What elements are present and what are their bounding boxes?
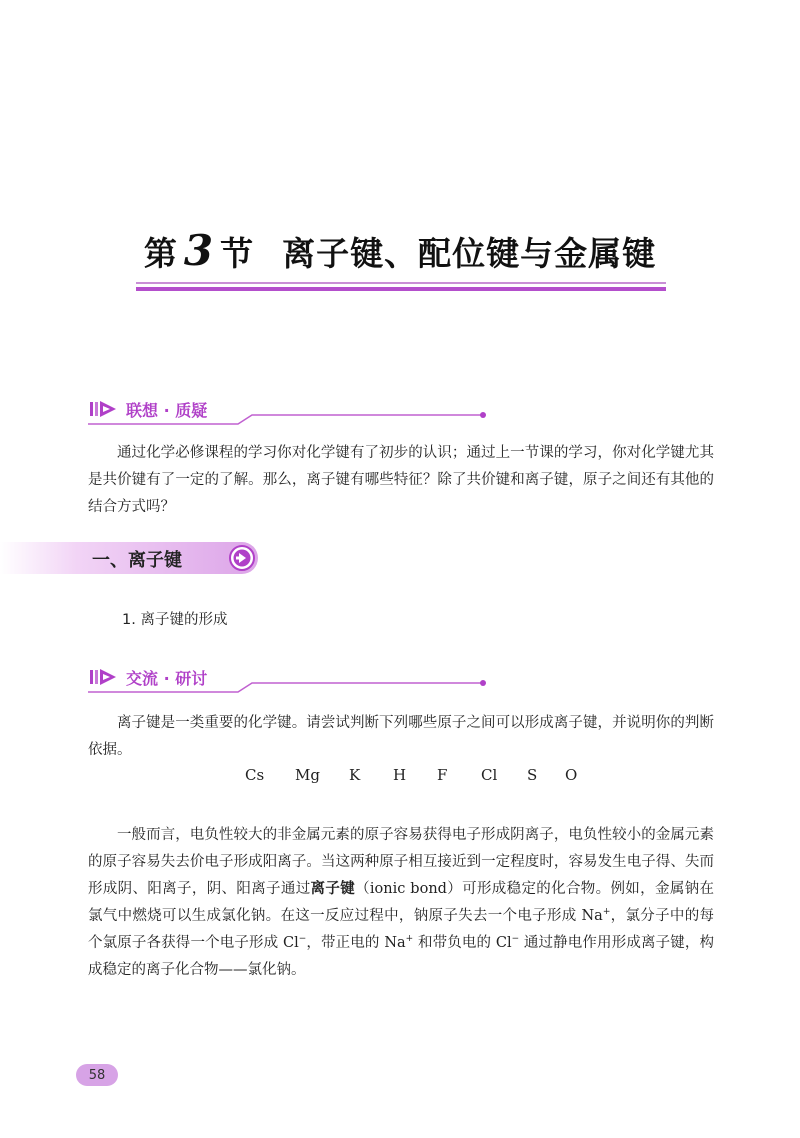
text-segment: 通过静电作用形成离子键，构成稳定的离子化合物——氯化钠。 [88,935,714,978]
association-text: 通过化学必修课程的学习你对化学键有了初步的认识；通过上一节课的学习，你对化学键尤其是共价键有了一定的了解。那么，离子键有哪些特征？除了共价键和离子键，原子之间还有其他的结合方式吗？ [88,445,714,515]
charge-superscript: + [602,907,611,918]
title-rule-thin [136,282,666,284]
element-symbol: O [565,766,578,784]
text-segment: 一般而言，电负性较大的非金属元素的原子容易获得电子形成阴离子，电负性较小的金属元素的原子容易失去价电子形成阳离子。当这两种原子相互接近到一定程度时，容易发生电子得、失而形成阴、阳离子，阴、阳离子通过 [88,827,714,897]
element-list [245,766,585,784]
chapter-prefix: 第 [143,234,178,273]
chapter-number: 3 [183,226,215,275]
heading-underline [88,412,488,426]
text-segment: ，氯分子中的每个氯原子各获得一个电子形成 Cl [88,908,714,951]
element-symbol: Cs [245,766,265,784]
arrow-right-circle-icon [229,545,255,571]
box-heading-label: 联想 · 质疑 [126,400,208,420]
element-symbol: H [393,766,407,784]
chapter-title [0,226,800,275]
element-symbol: Mg [295,766,320,784]
text-segment: 和带负电的 Cl [413,935,512,951]
discussion-text: 离子键是一类重要的化学键。请尝试判断下列哪些原子之间可以形成离子键，并说明你的判断依据。 [88,715,714,758]
charge-superscript: − [298,934,307,945]
heading-underline [88,680,488,694]
element-symbol: S [527,766,538,784]
subsection-title: 1. 离子键的形成 [122,612,228,628]
title-rule-thick [136,287,666,291]
chapter-name: 离子键、配位键与金属键 [282,234,657,273]
box-heading-label: 交流 · 研讨 [126,668,208,688]
section-title: 一、离子键 [92,550,182,571]
ionic-bond-paragraph [88,822,714,984]
key-term: 离子键 [310,881,356,897]
element-symbol: F [437,766,448,784]
text-segment: （ionic bond）可形成稳定的化合物。例如，金属钠在氯气中燃烧可以生成氯化钠。在这一反应过程中，钠原子失去一个电子形成 Na [88,881,714,924]
charge-superscript: + [405,934,414,945]
element-symbol: K [349,766,361,784]
text-segment: ，带正电的 Na [306,935,406,951]
charge-superscript: − [511,934,520,945]
chapter-suffix: 节 [220,234,255,273]
page-number: 58 [76,1064,118,1086]
element-symbol: Cl [481,766,498,784]
